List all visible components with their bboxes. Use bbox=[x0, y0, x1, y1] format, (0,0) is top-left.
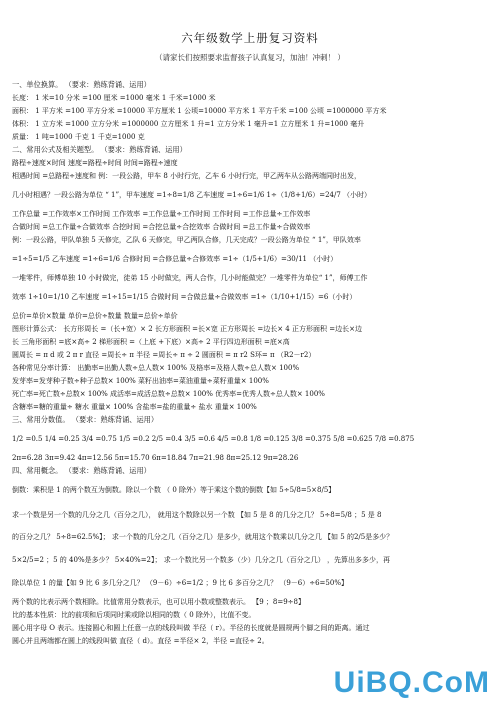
text-line: 各种常见分率计算： 出勤率=出勤人数÷总人数× 100% 及格率=及格人数÷总人数× 100% bbox=[12, 364, 300, 372]
text-line: 圆心用字母 O 表示。连接圆心和圆上任意一点的线段叫做 半径（ r）。半径的长度就是圆规两个脚之间的距离。通过 bbox=[12, 624, 370, 632]
text-line: 长度： 1 米=10 分米 =100 厘米 =1000 毫米 1 千米=1000 米 bbox=[12, 94, 216, 102]
text-line: 比的基本性质：比的前项和后项同时乘或除以相同的数（ 0 除外），比值不变。 bbox=[12, 611, 256, 619]
text-line: 发芽率=发芽种子数÷种子总数× 100% 菜籽出油率=菜油重量÷菜籽重量× 100% bbox=[12, 377, 269, 385]
text-line: 求一个数是另一个数的几分之几（百分之几）， 就用这个数除以另一个数 【如 5 是 8 的几分之几？ 5÷8=5/8 ；5 是 8 bbox=[12, 511, 382, 519]
text-line: 图形计算公式： 长方形周长 =（长+宽）× 2 长方形面积 =长×宽 正方形周长 =边长× 4 正方形面积 =边长×边 bbox=[12, 325, 362, 333]
text-line: =1÷5=1/5 乙车速度 =1÷6=1/6 合修时间 =合修总量÷合修效率 =1÷（1/5+1/6）=30/11 （小时） bbox=[12, 255, 338, 263]
text-line: 5×2/5=2 ；5 的 40%是多少？ 5×40%=2】； 求一个数比另一个数多（少）几分之几（百分之几） ，先算出多多少，再 bbox=[12, 556, 390, 564]
text-line: 倒数：乘积是 1 的两个数互为倒数。除以一个数 （ 0 除外）等于乘这个数的倒数【如 5÷5/8=5×8/5】 bbox=[12, 486, 336, 494]
page-title: 六年级数学上册复习资料 bbox=[181, 31, 319, 45]
text-line: 面积： 1 平方米 =100 平方分米 =10000 平方厘米 1 公顷=10000 平方米 1 平方千米 =100 公顷 =1000000 平方米 bbox=[12, 107, 387, 115]
text-line: 2π=6.28 3π=9.42 4π=12.56 5π=15.70 6π=18.84 7π=21.98 8π=25.12 9π=28.26 bbox=[12, 454, 299, 462]
text-line: 长 三角形面积 =底×高÷ 2 梯形面积 =（上底 +下底）×高÷ 2 平行四边形面积 =底×高 bbox=[12, 338, 290, 346]
text-line: 质量： 1 吨=1000 千克 1 千克=1000 克 bbox=[12, 133, 145, 141]
text-line: 例：一段公路，甲队单独 5 天修完，乙队 6 天修完，甲乙两队合修，几天完成？一段公路为单位 “ 1”，甲队效率 bbox=[12, 236, 361, 244]
text-line: 一堆零件，师傅单独 10 小时做完，徒弟 15 小时做完，两人合作，几小时能做完？一堆零件为单位“ 1”，师傅工作 bbox=[12, 274, 368, 282]
text-line: 圆心并且两端都在圆上的线段叫做 直径（ d）。直径 =半径× 2，半径 =直径÷ 2。 bbox=[12, 637, 269, 645]
page-subtitle: （请家长们按照要求监督孩子认真复习，加油！冲刺！ ） bbox=[155, 53, 345, 62]
text-line: 圆周长 = π d 或 2 π r 直径 =周长÷ π 半径 =周长÷ π ÷ 2 圆面积 = π r2 S环= π （R2－r2） bbox=[12, 351, 316, 359]
section-heading: 四、常用概念。 （要求：熟练背诵、运用） bbox=[12, 466, 151, 475]
text-line: 含糖率=糖的重量÷ 糖水 重量× 100% 含盐率=盐的重量÷ 盐水 重量× 100% bbox=[12, 403, 257, 411]
text-line: 死亡率=死亡数÷总数× 100% 成活率=成活总数÷总数× 100% 优秀率=优秀人数÷总人数× 100% bbox=[12, 390, 325, 398]
text-line: 总价=单价×数量 单价=总价÷数量 数量=总价÷单价 bbox=[12, 312, 178, 320]
text-line: 几小时相遇？一段公路为单位 “ 1”，甲车速度 =1÷8=1/8 乙车速度 =1÷6=1/6 1÷（1/8+1/6）=24/7 （小时） bbox=[12, 191, 372, 199]
text-line: 路程÷速度×时间 速度=路程÷时间 时间=路程÷速度 bbox=[12, 159, 178, 167]
section-heading: 三、常用分数值。 （要求：熟练背诵、运用） bbox=[12, 415, 159, 424]
text-line: 相遇时间 =总路程÷速度和 例：一段公路，甲车 8 小时行完，乙车 6 小时行完，甲乙两车从公路两端同时出发， bbox=[12, 172, 361, 180]
section-heading: 二、常用公式及相关题型。 （要求：熟练背诵、运用） bbox=[12, 145, 187, 154]
text-line: 工作总量 =工作效率×工作时间 工作效率 =工作总量÷工作时间 工作时间 =工作总量÷工作效率 bbox=[12, 210, 311, 218]
text-line: 效率 1÷10=1/10 乙车速度 =1÷15=1/15 合做时间 =合做总量÷合做效率 =1÷（1/10+1/15）=6（小时） bbox=[12, 293, 357, 301]
section-heading: 一、单位换算。 （要求：熟练背诵、运用） bbox=[12, 80, 151, 89]
text-line: 合做时间 =总工作量÷合做效率 合挖时间 =合挖总量÷合挖效率 合做时间 =总工作量÷合做效率 bbox=[12, 223, 311, 231]
text-line: 体积： 1 立方米 =1000 立方分米 =1000000 立方厘米 1 升=1 立方分米 1 毫升=1 立方厘米 1 升=1000 毫升 bbox=[12, 120, 365, 128]
watermark-logo: UiBQ.CoM bbox=[333, 666, 490, 699]
text-line: 两个数的比表示两个数相除。比值常用分数表示，也可以用小数或整数表示。 【9 ；8=9÷8】 bbox=[12, 598, 305, 606]
text-line: 1/2 =0.5 1/4 =0.25 3/4 =0.75 1/5 =0.2 2/5 =0.4 3/5 =0.6 4/5 =0.8 1/8 =0.125 3/8 =0.375 5/8 =0.625 7/8 =0.875 bbox=[12, 435, 415, 443]
text-line: 的百分之几？ 5÷8=62.5%】； 求一个数的几分之几（百分之几）是多少，就用这个数乘以几分之几 【如 5 的2/5是多少？ bbox=[12, 533, 394, 541]
text-line: 除以单位 1 的量【如 9 比 6 多几分之几？ （9－6）÷6=1/2 ；9 比 6 多百分之几？ （9－6）÷6=50%】 bbox=[12, 579, 348, 587]
